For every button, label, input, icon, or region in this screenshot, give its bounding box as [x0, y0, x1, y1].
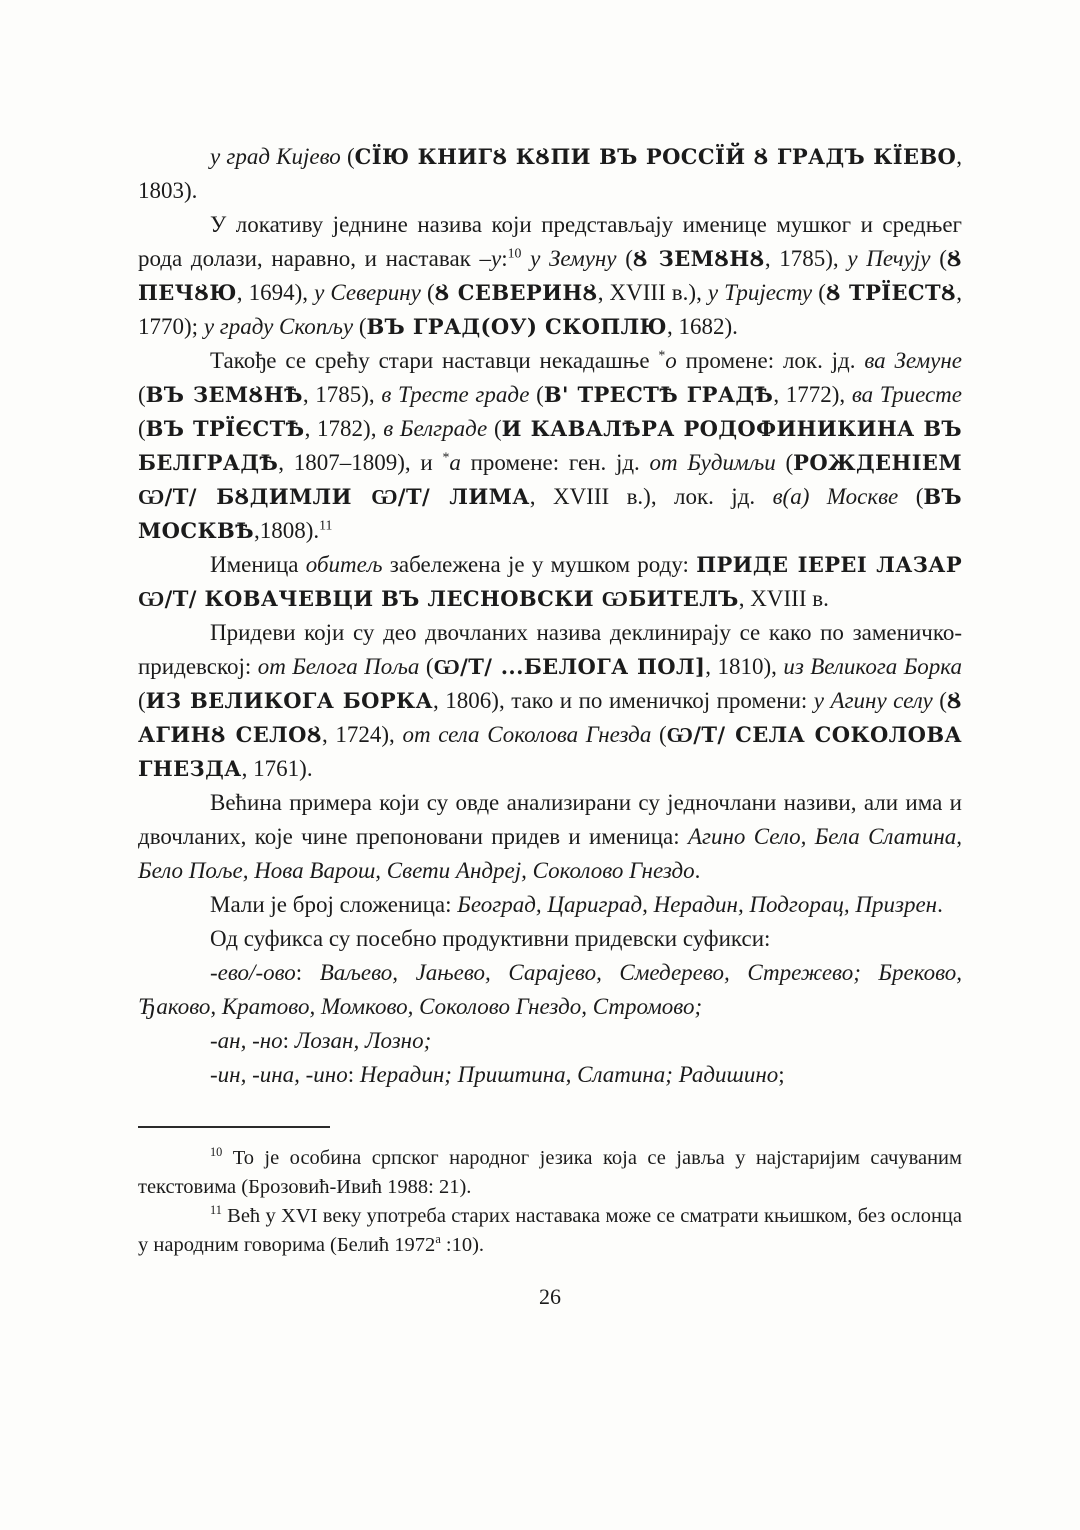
slavonic-quote: ВЪ ГРАД(ОУ) СКОПЛЮ [366, 314, 667, 339]
paragraph [138, 786, 962, 888]
italic-text-run: у [491, 246, 502, 271]
superscript: 11 [210, 1203, 222, 1218]
slavonic-quote: Ѡ/Т/ ...БЕЛОГА ПОЛ] [433, 654, 706, 679]
page-number: 26 [539, 1284, 561, 1309]
text-run: ( [775, 450, 794, 475]
footnote [138, 1144, 962, 1202]
text-run: ( [340, 144, 355, 169]
text-run: ( [930, 246, 947, 271]
text-run: , 1807–1809), и [278, 450, 443, 475]
slavonic-quote: Ȣ АГИНȢ СЕЛОȢ [138, 688, 963, 747]
text-run: , 1694), [236, 280, 315, 305]
italic-text-run: Ваљево, Јањево, Сарајево, Смедерево, Стрежево; Бреково, Ђаково, Кратово, Момково, Соколово Гнездо, Стромово; [138, 960, 963, 1019]
slavonic-quote: ИЗ ВЕЛИКОГА БОРКА [145, 688, 434, 713]
italic-text-run: Београд, Цариград, Нерадин, Подгорац, Призрен [457, 892, 938, 917]
italic-text-run: -ево/-ово [210, 960, 296, 985]
paragraph [138, 208, 962, 344]
italic-text-run: о [665, 348, 677, 373]
text-run: ; [778, 1062, 785, 1087]
text-run: Придеви који су део двочланих назива деклинирају се како по заменичко-придевској: [138, 620, 962, 679]
italic-text-run: у Северину [314, 280, 421, 305]
text-run: ( [529, 382, 544, 407]
text-run: ( [419, 654, 434, 679]
footnotes [138, 1144, 962, 1260]
italic-text-run: у граду Скопљу [203, 314, 354, 339]
text-run: ( [616, 246, 633, 271]
text-run: У локативу једнине назива који представљају именице мушког и средњег рода долази, наравно, и наставак – [138, 212, 962, 271]
text-run: :10). [440, 1234, 485, 1256]
italic-text-run: Агино Село, Бела Слатина, Бело Поље, Нова Варош, Свети Андреј, Соколово Гнездо [138, 824, 962, 883]
text-run: : [347, 1062, 360, 1087]
italic-text-run: от села Соколова Гнезда [402, 722, 652, 747]
paragraph [138, 956, 962, 1024]
italic-text-run: от Белога Поља [257, 654, 420, 679]
text-run: , 1772), [773, 382, 852, 407]
text-run: ( [138, 416, 146, 441]
italic-text-run: ва Земуне [864, 348, 963, 373]
superscript: * [658, 347, 666, 363]
slavonic-quote: СЇЮ КНИГȢ КȢПИ ВЪ РОССЇЙ Ȣ ГРАДЪ КЇЕВО [354, 144, 957, 169]
footnote [138, 1202, 962, 1260]
text-run: , 1785), [764, 246, 848, 271]
italic-text-run: обитељ [305, 552, 383, 577]
slavonic-quote: Ȣ СЕВЕРИНȢ [434, 280, 598, 305]
italic-text-run: из Великога Борка [783, 654, 962, 679]
paragraph [138, 922, 962, 956]
italic-text-run: ва Триесте [851, 382, 963, 407]
italic-text-run: в Белграде [383, 416, 488, 441]
paragraph [138, 888, 962, 922]
text-run: ( [138, 688, 146, 713]
text-run: промене: ген. јд. [460, 450, 650, 475]
superscript: 10 [210, 1145, 223, 1160]
text-run: , 1761). [241, 756, 313, 781]
slavonic-quote: ВЪ ТРЇЄСТѢ [145, 416, 305, 441]
document-body [138, 140, 962, 1092]
text-run: , XVIII в. [738, 586, 829, 611]
paragraph [138, 616, 962, 786]
italic-text-run: -ин, -ина, -ино [210, 1062, 348, 1087]
text-run: ( [898, 484, 924, 509]
italic-text-run: а [449, 450, 461, 475]
italic-text-run: Нерадин; Приштина, Слатина; Радишино [359, 1062, 779, 1087]
text-run: Од суфикса су посебно продуктивни придевски суфикси: [210, 926, 771, 951]
paragraph [138, 548, 962, 616]
paragraph [138, 1024, 962, 1058]
text-run: ( [932, 688, 947, 713]
italic-text-run: от Будимљи [649, 450, 776, 475]
text-run: Такође се срећу стари наставци некадашње [210, 348, 659, 373]
text-run: , XVIII в.), лок. јд. [529, 484, 773, 509]
text-run: То је особина српског народног језика која се јавља у најстаријим сачуваним текстовима (Брозовић-Ивић 1988: 21). [138, 1147, 962, 1198]
text-run: , 1810), [705, 654, 784, 679]
text-run: забележена је у мушком роду: [382, 552, 697, 577]
italic-text-run: у Земуну [530, 246, 617, 271]
text-run: промене: лок. јд. [676, 348, 865, 373]
paragraph [138, 140, 962, 208]
text-run: ( [138, 382, 146, 407]
italic-text-run: -ан, -но [210, 1028, 283, 1053]
text-run: Већина примера који су овде анализирани су једночлани називи, али има и двочланих, које чине препоновани придев и именица: [138, 790, 962, 849]
text-run: . [694, 858, 701, 883]
text-run: ( [353, 314, 367, 339]
slavonic-quote: Ȣ ЗЕМȢНȢ [632, 246, 765, 271]
text-run: : [501, 246, 508, 271]
text-run: . [937, 892, 943, 917]
text-run: ( [651, 722, 667, 747]
text-run: , 1782), [304, 416, 384, 441]
text-run: ( [420, 280, 435, 305]
text-run [521, 246, 530, 271]
superscript: 11 [319, 517, 333, 533]
slavonic-quote: ВЪ МОСКВѢ [138, 484, 962, 543]
text-run: , 1770); [138, 280, 962, 339]
text-run: ( [487, 416, 502, 441]
italic-text-run: у Печују [847, 246, 931, 271]
paragraph [138, 1058, 962, 1092]
italic-text-run: в(а) Москве [772, 484, 899, 509]
text-run: , 1682). [667, 314, 738, 339]
italic-text-run: у Тријесту [707, 280, 813, 305]
italic-text-run: в Тресте граде [381, 382, 530, 407]
slavonic-quote: В' ТРЕСТѢ ГРАДѢ [543, 382, 774, 407]
text-run: , 1806), тако и по именичкој промени: [433, 688, 814, 713]
text-run: ,1808). [254, 518, 320, 543]
paragraph [138, 344, 962, 548]
slavonic-quote: Ȣ ПЕЧȢЮ [138, 246, 963, 305]
text-run: , 1803). [138, 144, 962, 203]
text-run: : [282, 1028, 295, 1053]
slavonic-quote: ПРИДЕ ІЕРЕІ ЛАЗАР Ѡ/Т/ КОВАЧЕВЦИ ВЪ ЛЕСНОВСКИ ѠБИТЕЛЪ [138, 552, 963, 611]
superscript: * [442, 449, 450, 465]
text-run: : [295, 960, 320, 985]
italic-text-run: у град Кијево [210, 144, 341, 169]
superscript: а [435, 1232, 441, 1247]
text-run: , 1785), [302, 382, 382, 407]
text-run: Мали је број сложеница: [210, 892, 458, 917]
italic-text-run: Лозан, Лозно; [294, 1028, 432, 1053]
italic-text-run: у Агину селу [813, 688, 933, 713]
slavonic-quote: И КАВАЛѢРА РОДОФИНИКИНА ВЪ БЕЛГРАДѢ [138, 416, 962, 475]
footnote-separator [138, 1126, 330, 1128]
text-run: ( [812, 280, 826, 305]
text-run: Већ у XVI веку употреба старих наставака може се сматрати књишком, без ослонца у народним говорима (Белић 1972 [138, 1205, 962, 1256]
slavonic-quote: Ѡ/Т/ СЕЛА СОКОЛОВА ГНЕЗДА [138, 722, 962, 781]
slavonic-quote: РОЖДЕНІЕМ Ѡ/Т/ БȢДИМЛИ Ѡ/Т/ ЛИМА [138, 450, 962, 509]
superscript: 10 [507, 245, 522, 261]
text-run: Именица [210, 552, 306, 577]
text-run: , XVIII в.), [597, 280, 708, 305]
slavonic-quote: ВЪ ЗЕМȢНѢ [145, 382, 303, 407]
slavonic-quote: Ȣ ТРЇЕСТȢ [825, 280, 957, 305]
text-run: , 1724), [322, 722, 403, 747]
